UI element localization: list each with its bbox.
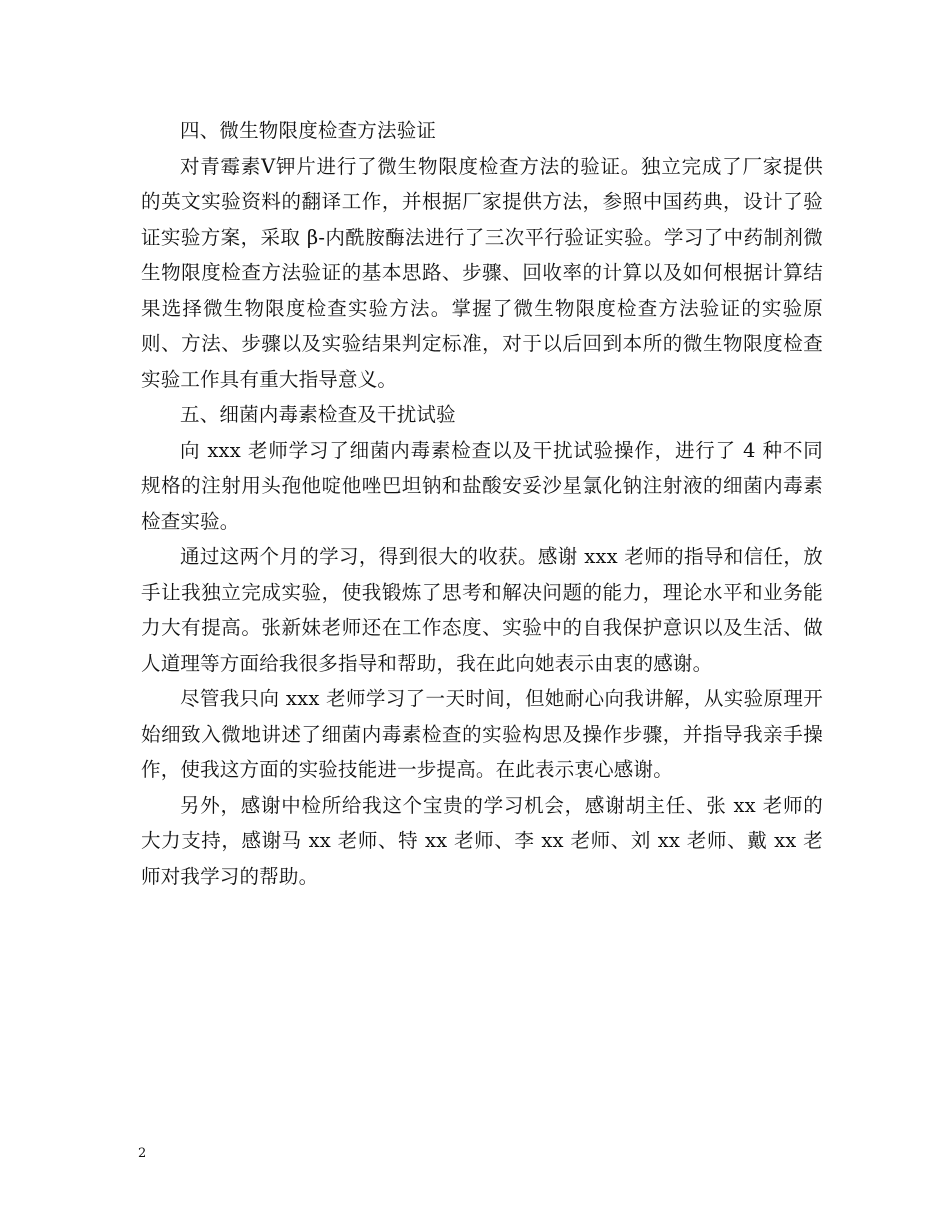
paragraph-thanks-one-day: 尽管我只向 xxx 老师学习了一天时间，但她耐心向我讲解，从实验原理开始细致入微地讲述了细菌内毒素检查的实验构思及操作步骤，并指导我亲手操作，使我这方面的实验技能进一步提高。在此表示衷心感谢。 xyxy=(141,687,823,781)
paragraph-endotoxin-test: 向 xxx 老师学习了细菌内毒素检查以及干扰试验操作，进行了 4 种不同规格的注射用头孢他啶他唑巴坦钠和盐酸安妥沙星氯化钠注射液的细菌内毒素检查实验。 xyxy=(141,438,823,533)
document-body xyxy=(141,113,823,894)
section-heading-microbial-limit: 四、微生物限度检查方法验证 xyxy=(180,119,437,142)
section-heading-endotoxin: 五、细菌内毒素检查及干扰试验 xyxy=(180,403,456,426)
paragraph-thanks-two-months: 通过这两个月的学习，得到很大的收获。感谢 xxx 老师的指导和信任，放手让我独立完成实验，使我锻炼了思考和解决问题的能力，理论水平和业务能力大有提高。张新妹老师还在工作态度、实验中的自我保护意识以及生活、做人道理等方面给我很多指导和帮助，我在此向她表示由衷的感谢。 xyxy=(141,545,823,675)
paragraph-thanks-others: 另外，感谢中检所给我这个宝贵的学习机会，感谢胡主任、张 xx 老师的大力支持，感谢马 xx 老师、特 xx 老师、李 xx 老师、刘 xx 老师、戴 xx 老师对我学习的帮助。 xyxy=(141,793,823,888)
page-number: 2 xyxy=(138,1146,147,1161)
paragraph-microbial-limit-validation: 对青霉素Ⅴ钾片进行了微生物限度检查方法的验证。独立完成了厂家提供的英文实验资料的翻译工作，并根据厂家提供方法，参照中国药典，设计了验证实验方案，采取 β-内酰胺酶法进行了三次平行验证实验。学习了中药制剂微生物限度检查方法验证的基本思路、步骤、回收率的计算以及如何根据计算结果选择微生物限度检查实验方法。掌握了微生物限度检查方法验证的实验原则、方法、步骤以及实验结果判定标准，对于以后回到本所的微生物限度检查实验工作具有重大指导意义。 xyxy=(141,154,823,391)
